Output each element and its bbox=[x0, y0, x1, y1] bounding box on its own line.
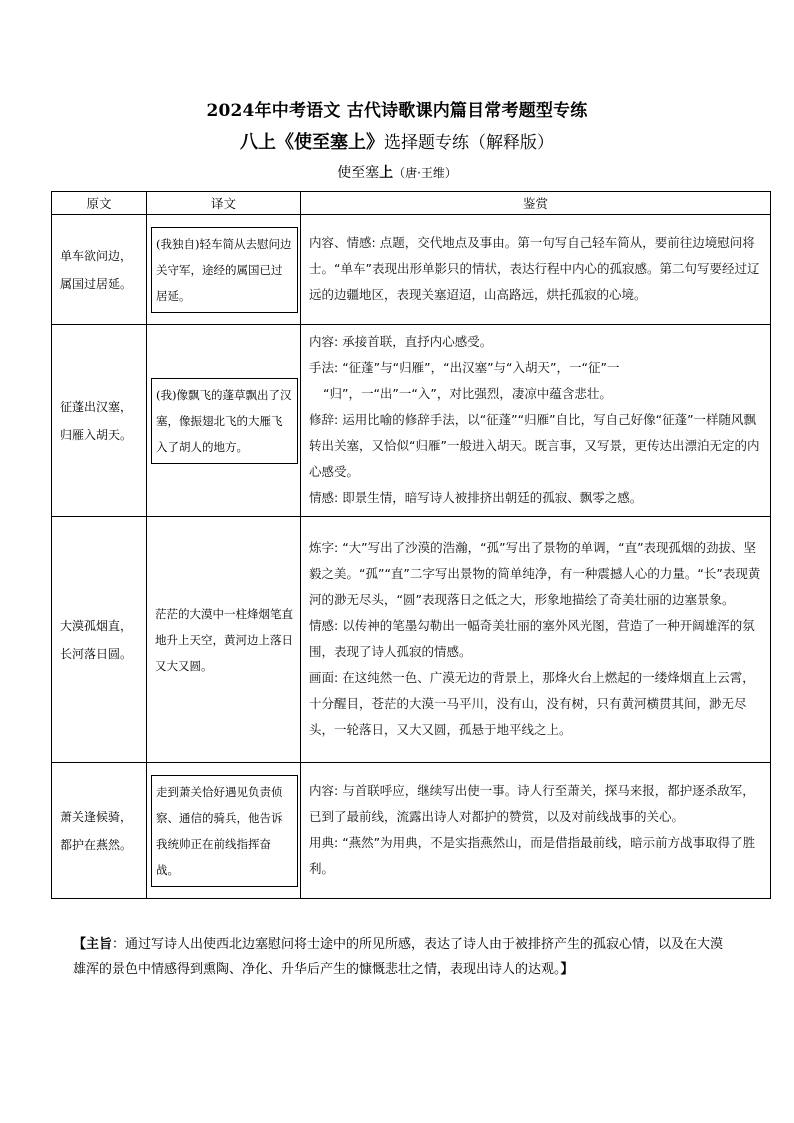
translation-cell bbox=[147, 325, 301, 517]
appreciation-label: 内容、情感: bbox=[309, 235, 376, 250]
appreciation-text: 在这纯然一色、广漠无边的背景上，那烽火台上燃起的一缕烽烟直上云霄，十分醒目，苍茫的大漠一马平川，没有山，没有树，只有黄河横贯其间，渺无尽头，一轮落日，又大又圆，孤悬于地平线之上。 bbox=[309, 670, 755, 737]
original-text-cell bbox=[52, 215, 147, 325]
appreciation-text: “归”，一“出”一“入”，对比强烈，凄凉中蕴含悲壮。 bbox=[323, 386, 612, 401]
main-idea-open-bracket: 【 bbox=[73, 937, 87, 952]
appreciation-item bbox=[309, 830, 762, 882]
original-line: 都护在燕然。 bbox=[60, 837, 133, 852]
main-idea-text: ：通过写诗人出使西北边塞慰问将士途中的所见所感，表达了诗人由于被排挤产生的孤寂心情，以及在大漠雄浑的景色中情感得到熏陶、净化、升华后产生的慷慨悲壮之情，表现出诗人的达观。 bbox=[73, 937, 724, 977]
poem-heading bbox=[0, 162, 794, 182]
translation-text: 走到萧关恰好遇见负责侦察、通信的骑兵，他告诉我统帅正在前线指挥奋战。 bbox=[151, 775, 298, 887]
appreciation-text: 运用比喻的修辞手法，以“征蓬”“归雁”自比，写自己好像“征蓬”一样随风飘转出关塞，又恰似“归雁”一般进入胡天。既言事，又写景，更传达出漂泊无定的内心感受。 bbox=[309, 412, 760, 479]
main-idea-close-bracket: 】 bbox=[560, 962, 574, 977]
main-idea-label: 主旨 bbox=[86, 937, 113, 952]
appreciation-item bbox=[309, 485, 762, 511]
appreciation-item bbox=[309, 613, 762, 665]
appreciation-item bbox=[309, 230, 762, 308]
appreciation-text: “征蓬”与“归雁”，“出汉塞”与“入胡天”，一“征”一 bbox=[338, 360, 620, 375]
column-header-appreciation: 鉴赏 bbox=[301, 192, 771, 215]
original-line: 长河落日圆。 bbox=[60, 646, 133, 661]
original-line: 大漠孤烟直， bbox=[60, 618, 133, 633]
table-row bbox=[52, 325, 771, 517]
original-line: 单车欲问边， bbox=[60, 248, 133, 263]
appreciation-label: 炼字: bbox=[309, 540, 339, 555]
appreciation-text: 以传神的笔墨勾勒出一幅奇美壮丽的塞外风光图，营造了一种开阔雄浑的氛围，表现了诗人孤寂的情感。 bbox=[309, 618, 755, 659]
appreciation-item bbox=[309, 407, 762, 485]
appreciation-text: 承接首联，直抒内心感受。 bbox=[338, 334, 493, 349]
appreciation-item bbox=[309, 665, 762, 743]
table-row bbox=[52, 763, 771, 899]
original-text-cell bbox=[52, 517, 147, 763]
appreciation-text: 与首联呼应，继续写出使一事。诗人行至萧关，探马来报，都护逐杀敌军，已到了最前线，流露出诗人对都护的赞赏，以及对前线战事的关心。 bbox=[309, 783, 755, 824]
table-row bbox=[52, 517, 771, 763]
translation-cell bbox=[147, 215, 301, 325]
column-header-translation: 译文 bbox=[147, 192, 301, 215]
original-line: 归雁入胡天。 bbox=[60, 427, 133, 442]
appreciation-item bbox=[309, 329, 762, 355]
appreciation-text: “燕然”为用典，不是实指燕然山，而是借指最前线，暗示前方战事取得了胜利。 bbox=[309, 835, 756, 876]
page-subtitle bbox=[0, 128, 794, 154]
original-line: 征蓬出汉塞， bbox=[60, 399, 133, 414]
appreciation-item bbox=[309, 355, 762, 381]
poem-table bbox=[51, 191, 771, 899]
table-row bbox=[52, 215, 771, 325]
translation-cell bbox=[147, 763, 301, 899]
appreciation-cell bbox=[301, 215, 771, 325]
appreciation-item bbox=[309, 535, 762, 613]
translation-text: (我)像飘飞的蓬草飘出了汉塞，像振翅北飞的大雁飞入了胡人的地方。 bbox=[151, 378, 298, 464]
original-line: 萧关逢候骑， bbox=[60, 809, 133, 824]
original-line: 属国过居延。 bbox=[60, 276, 133, 291]
appreciation-label: 内容: bbox=[309, 783, 339, 798]
subtitle-suffix: 选择题专练（解释版） bbox=[384, 133, 554, 153]
poem-title: 使至塞 bbox=[337, 165, 380, 181]
main-idea bbox=[73, 932, 733, 982]
original-text-cell bbox=[52, 325, 147, 517]
appreciation-label: 用典: bbox=[309, 835, 339, 850]
appreciation-label: 手法: bbox=[309, 360, 339, 375]
appreciation-label: 情感: bbox=[309, 490, 339, 505]
appreciation-item bbox=[309, 381, 762, 407]
subtitle-poem-name: 《使至塞上》 bbox=[276, 132, 384, 153]
appreciation-label: 情感: bbox=[309, 618, 339, 633]
page-title: 2024年中考语文 古代诗歌课内篇目常考题型专练 bbox=[206, 101, 588, 121]
appreciation-cell bbox=[301, 517, 771, 763]
appreciation-text: 点题，交代地点及事由。第一句写自己轻车简从，要前往边境慰问将士。“单车”表现出形单影只的情状，表达行程中内心的孤寂感。第二句写要经过辽远的边疆地区，表现关塞迢迢，山高路远，烘托孤寂的心境。 bbox=[309, 235, 760, 302]
poem-title-bold: 上 bbox=[379, 165, 394, 181]
translation-text: 茫茫的大漠中一柱烽烟笔直地升上天空，黄河边上落日又大又圆。 bbox=[155, 606, 293, 673]
table-header-row bbox=[52, 192, 771, 215]
appreciation-label: 内容: bbox=[309, 334, 339, 349]
appreciation-cell bbox=[301, 763, 771, 899]
appreciation-text: 即景生情，暗写诗人被排挤出朝廷的孤寂、飘零之感。 bbox=[338, 490, 643, 505]
appreciation-label: 画面: bbox=[309, 670, 339, 685]
appreciation-cell bbox=[301, 325, 771, 517]
subtitle-prefix: 八上 bbox=[240, 132, 276, 153]
poem-author: （唐·王维） bbox=[393, 166, 457, 180]
column-header-original: 原文 bbox=[52, 192, 147, 215]
original-text-cell bbox=[52, 763, 147, 899]
translation-cell bbox=[147, 517, 301, 763]
appreciation-label: 修辞: bbox=[309, 412, 339, 427]
appreciation-item bbox=[309, 778, 762, 830]
appreciation-text: “大”写出了沙漠的浩瀚，“孤”写出了景物的单调，“直”表现孤烟的劲拔、坚毅之美。“孤”“直”二字写出景物的简单纯净，有一种震撼人心的力量。“长”表现黄河的渺无尽头，“圆”表现落日之低之大，形象地描绘了奇美壮丽的边塞景象。 bbox=[309, 540, 761, 607]
translation-text: (我独自)轻车简从去慰问边关守军，途经的属国已过居延。 bbox=[151, 227, 298, 313]
